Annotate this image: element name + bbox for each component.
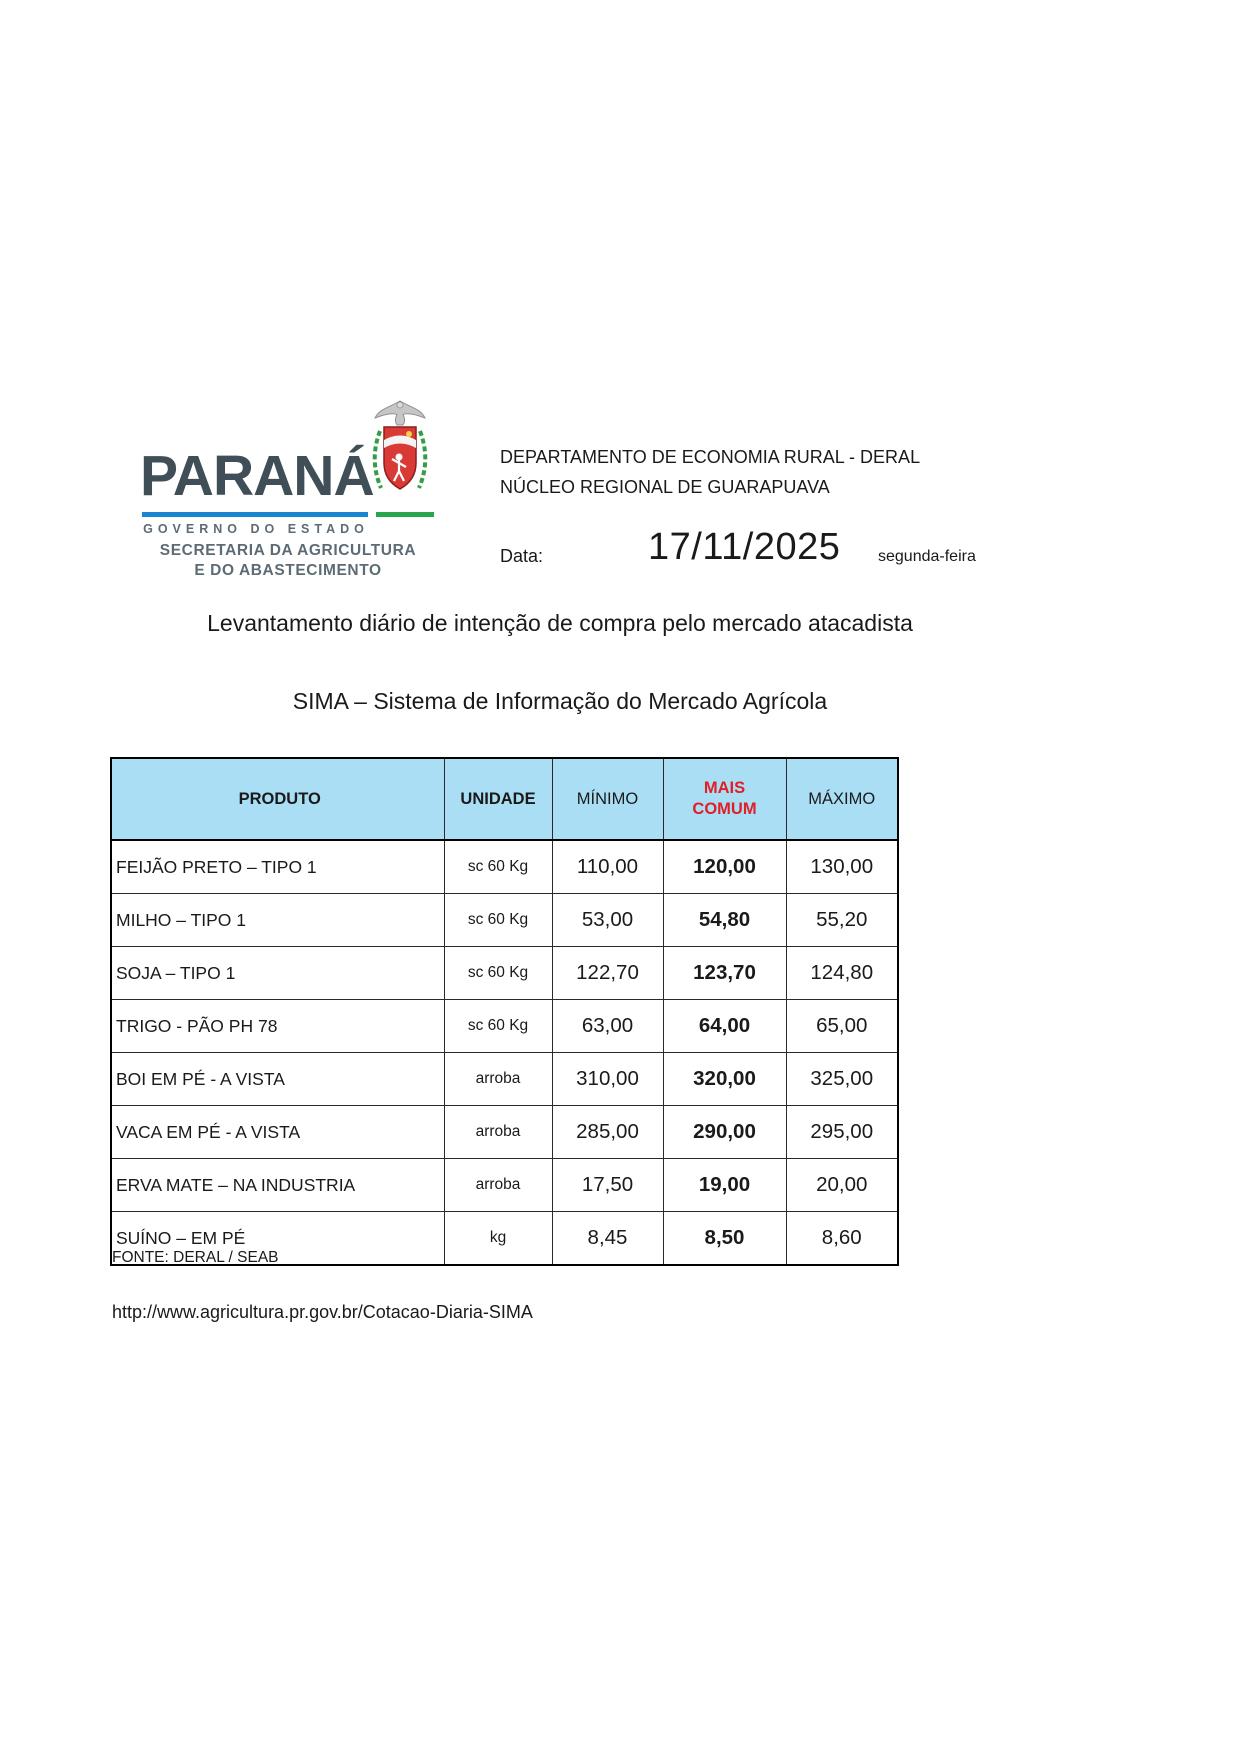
column-header-minimo: MÍNIMO <box>552 758 663 840</box>
source-note: FONTE: DERAL / SEAB <box>112 1249 279 1266</box>
cell-minimo: 110,00 <box>552 840 663 894</box>
table-header-row <box>111 758 898 840</box>
document-title: Levantamento diário de intenção de compra pelo mercado atacadista <box>207 610 913 636</box>
logo-state-name: PARANÁ <box>140 444 374 508</box>
cell-maximo: 295,00 <box>786 1106 898 1159</box>
logo-blue-rule <box>142 512 368 517</box>
logo-tagline: GOVERNO DO ESTADO <box>143 522 369 536</box>
cell-produto: MILHO – TIPO 1 <box>111 894 444 947</box>
price-table <box>110 757 899 1266</box>
date-label: Data: <box>500 546 544 566</box>
cell-minimo: 285,00 <box>552 1106 663 1159</box>
cell-minimo: 53,00 <box>552 894 663 947</box>
cell-maximo: 65,00 <box>786 1000 898 1053</box>
cell-mais-comum: 19,00 <box>663 1159 786 1212</box>
cell-produto: TRIGO - PÃO PH 78 <box>111 1000 444 1053</box>
cell-maximo: 20,00 <box>786 1159 898 1212</box>
cell-maximo: 325,00 <box>786 1053 898 1106</box>
column-header-produto: PRODUTO <box>111 758 444 840</box>
cell-unidade: arroba <box>444 1159 552 1212</box>
cell-mais-comum: 8,50 <box>663 1212 786 1266</box>
cell-produto: VACA EM PÉ - A VISTA <box>111 1106 444 1159</box>
cell-mais-comum: 123,70 <box>663 947 786 1000</box>
department-line2: NÚCLEO REGIONAL DE GUARAPUAVA <box>500 477 830 497</box>
cell-maximo: 124,80 <box>786 947 898 1000</box>
table-row <box>111 1159 898 1212</box>
cell-unidade: kg <box>444 1212 552 1266</box>
document-subtitle: SIMA – Sistema de Informação do Mercado Agrícola <box>292 688 828 714</box>
cell-mais-comum: 64,00 <box>663 1000 786 1053</box>
cell-minimo: 122,70 <box>552 947 663 1000</box>
price-table-body <box>111 840 898 1265</box>
sima-url-link[interactable]: http://www.agricultura.pr.gov.br/Cotacao-Diaria-SIMA <box>112 1302 533 1322</box>
cell-mais-comum: 54,80 <box>663 894 786 947</box>
cell-unidade: sc 60 Kg <box>444 840 552 894</box>
logo-secretariat-line2: E DO ABASTECIMENTO <box>194 562 382 579</box>
cell-minimo: 17,50 <box>552 1159 663 1212</box>
date-value: 17/11/2025 <box>648 526 841 568</box>
cell-maximo: 130,00 <box>786 840 898 894</box>
cell-unidade: arroba <box>444 1106 552 1159</box>
table-row <box>111 947 898 1000</box>
cell-produto: SUÍNO – EM PÉ <box>111 1212 444 1266</box>
table-row <box>111 840 898 894</box>
cell-mais-comum: 320,00 <box>663 1053 786 1106</box>
cell-unidade: sc 60 Kg <box>444 947 552 1000</box>
cell-minimo: 63,00 <box>552 1000 663 1053</box>
cell-minimo: 310,00 <box>552 1053 663 1106</box>
column-header-unidade: UNIDADE <box>444 758 552 840</box>
table-row <box>111 1000 898 1053</box>
parana-government-logo <box>140 398 440 588</box>
cell-produto: BOI EM PÉ - A VISTA <box>111 1053 444 1106</box>
department-line1: DEPARTAMENTO DE ECONOMIA RURAL - DERAL <box>500 447 921 467</box>
department-header <box>500 442 920 502</box>
table-row <box>111 1053 898 1106</box>
cell-unidade: sc 60 Kg <box>444 894 552 947</box>
cell-produto: FEIJÃO PRETO – TIPO 1 <box>111 840 444 894</box>
cell-maximo: 8,60 <box>786 1212 898 1266</box>
cell-unidade: sc 60 Kg <box>444 1000 552 1053</box>
weekday-label: segunda-feira <box>878 548 976 565</box>
cell-mais-comum: 290,00 <box>663 1106 786 1159</box>
table-row <box>111 894 898 947</box>
cell-mais-comum: 120,00 <box>663 840 786 894</box>
cell-produto: ERVA MATE – NA INDUSTRIA <box>111 1159 444 1212</box>
parana-coat-of-arms-icon <box>368 398 432 511</box>
logo-green-rule <box>376 512 434 517</box>
cell-unidade: arroba <box>444 1053 552 1106</box>
column-header-maximo: MÁXIMO <box>786 758 898 840</box>
cell-maximo: 55,20 <box>786 894 898 947</box>
column-header-mais-comum: MAIS COMUM <box>663 758 786 840</box>
cell-produto: SOJA – TIPO 1 <box>111 947 444 1000</box>
cell-minimo: 8,45 <box>552 1212 663 1266</box>
logo-secretariat-line1: SECRETARIA DA AGRICULTURA <box>159 542 417 559</box>
table-row <box>111 1106 898 1159</box>
